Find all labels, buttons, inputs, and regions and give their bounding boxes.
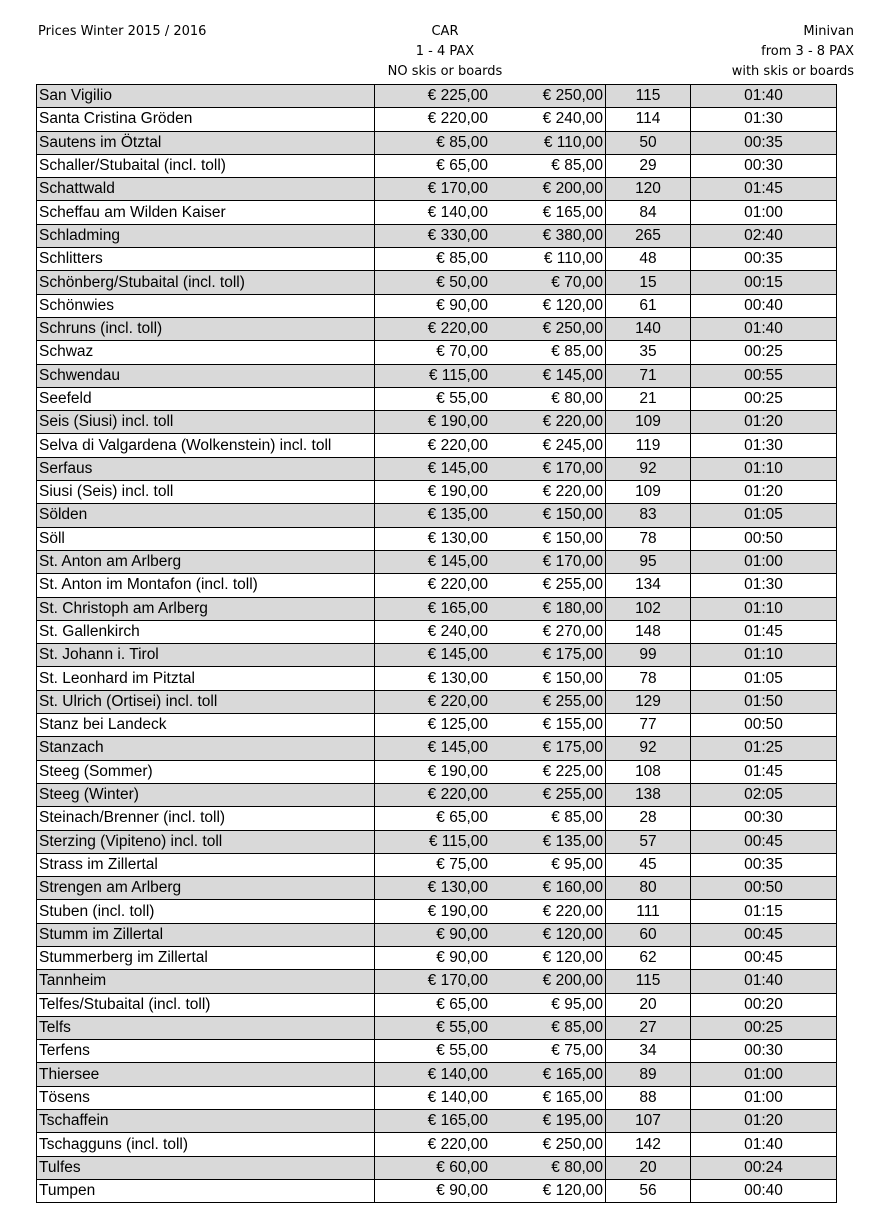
- car-price-cell: € 140,00: [375, 1063, 491, 1086]
- minivan-price-cell: € 170,00: [490, 457, 606, 480]
- destination-cell: Schruns (incl. toll): [37, 317, 375, 340]
- table-row: [37, 504, 837, 527]
- minivan-price-cell: € 220,00: [490, 481, 606, 504]
- duration-cell: 00:50: [691, 877, 837, 900]
- distance-cell: 92: [606, 737, 691, 760]
- car-header-line2: 1 - 4 PAX: [415, 44, 475, 59]
- distance-cell: 142: [606, 1133, 691, 1156]
- destination-cell: Sautens im Ötztal: [37, 131, 375, 154]
- table-row: [37, 387, 837, 410]
- minivan-price-cell: € 220,00: [490, 411, 606, 434]
- table-row: [37, 1156, 837, 1179]
- destination-cell: Serfaus: [37, 457, 375, 480]
- car-price-cell: € 190,00: [375, 481, 491, 504]
- destination-cell: Telfs: [37, 1016, 375, 1039]
- minivan-price-cell: € 120,00: [490, 294, 606, 317]
- car-price-cell: € 240,00: [375, 620, 491, 643]
- distance-cell: 107: [606, 1110, 691, 1133]
- table-row: [37, 1040, 837, 1063]
- destination-cell: St. Gallenkirch: [37, 620, 375, 643]
- table-row: [37, 1086, 837, 1109]
- distance-cell: 140: [606, 317, 691, 340]
- duration-cell: 00:45: [691, 946, 837, 969]
- minivan-price-cell: € 175,00: [490, 737, 606, 760]
- minivan-price-cell: € 200,00: [490, 970, 606, 993]
- destination-cell: Seis (Siusi) incl. toll: [37, 411, 375, 434]
- table-row: [37, 783, 837, 806]
- duration-cell: 01:45: [691, 760, 837, 783]
- minivan-price-cell: € 155,00: [490, 714, 606, 737]
- distance-cell: 115: [606, 970, 691, 993]
- table-row: [37, 690, 837, 713]
- car-price-cell: € 135,00: [375, 504, 491, 527]
- distance-cell: 45: [606, 853, 691, 876]
- table-row: [37, 807, 837, 830]
- car-price-cell: € 170,00: [375, 970, 491, 993]
- car-header-line1: CAR: [431, 24, 459, 39]
- table-row: [37, 620, 837, 643]
- minivan-price-cell: € 225,00: [490, 760, 606, 783]
- distance-cell: 77: [606, 714, 691, 737]
- table-row: [37, 760, 837, 783]
- car-price-cell: € 220,00: [375, 690, 491, 713]
- table-row: [37, 294, 837, 317]
- duration-cell: 00:35: [691, 248, 837, 271]
- minivan-header-line1: Minivan: [803, 24, 854, 39]
- destination-cell: Santa Cristina Gröden: [37, 108, 375, 131]
- distance-cell: 20: [606, 1156, 691, 1179]
- table-row: [37, 644, 837, 667]
- destination-cell: Strengen am Arlberg: [37, 877, 375, 900]
- duration-cell: 00:45: [691, 830, 837, 853]
- table-row: [37, 830, 837, 853]
- minivan-price-cell: € 85,00: [490, 807, 606, 830]
- duration-cell: 01:20: [691, 411, 837, 434]
- car-price-cell: € 60,00: [375, 1156, 491, 1179]
- destination-cell: Schaller/Stubaital (incl. toll): [37, 154, 375, 177]
- distance-cell: 84: [606, 201, 691, 224]
- minivan-price-cell: € 145,00: [490, 364, 606, 387]
- car-price-cell: € 145,00: [375, 457, 491, 480]
- distance-cell: 27: [606, 1016, 691, 1039]
- table-row: [37, 550, 837, 573]
- destination-cell: Schwendau: [37, 364, 375, 387]
- duration-cell: 00:30: [691, 807, 837, 830]
- distance-cell: 56: [606, 1179, 691, 1202]
- destination-cell: Schattwald: [37, 178, 375, 201]
- minivan-price-cell: € 85,00: [490, 341, 606, 364]
- table-row: [37, 900, 837, 923]
- destination-cell: Steeg (Winter): [37, 783, 375, 806]
- destination-cell: Schladming: [37, 224, 375, 247]
- car-price-cell: € 55,00: [375, 1016, 491, 1039]
- car-price-cell: € 85,00: [375, 131, 491, 154]
- table-row: [37, 457, 837, 480]
- table-row: [37, 597, 837, 620]
- destination-cell: Terfens: [37, 1040, 375, 1063]
- minivan-price-cell: € 120,00: [490, 923, 606, 946]
- minivan-price-cell: € 85,00: [490, 154, 606, 177]
- minivan-price-cell: € 85,00: [490, 1016, 606, 1039]
- minivan-price-cell: € 80,00: [490, 1156, 606, 1179]
- duration-cell: 00:30: [691, 154, 837, 177]
- car-price-cell: € 225,00: [375, 85, 491, 108]
- destination-cell: Schönberg/Stubaital (incl. toll): [37, 271, 375, 294]
- destination-cell: St. Anton am Arlberg: [37, 550, 375, 573]
- table-row: [37, 131, 837, 154]
- table-row: [37, 481, 837, 504]
- table-row: [37, 737, 837, 760]
- distance-cell: 78: [606, 667, 691, 690]
- car-price-cell: € 130,00: [375, 667, 491, 690]
- distance-cell: 78: [606, 527, 691, 550]
- minivan-price-cell: € 245,00: [490, 434, 606, 457]
- minivan-price-cell: € 110,00: [490, 131, 606, 154]
- distance-cell: 28: [606, 807, 691, 830]
- destination-cell: Steeg (Sommer): [37, 760, 375, 783]
- table-row: [37, 108, 837, 131]
- table-row: [37, 434, 837, 457]
- destination-cell: St. Johann i. Tirol: [37, 644, 375, 667]
- table-row: [37, 993, 837, 1016]
- minivan-price-cell: € 150,00: [490, 527, 606, 550]
- duration-cell: 01:50: [691, 690, 837, 713]
- duration-cell: 01:10: [691, 457, 837, 480]
- minivan-price-cell: € 170,00: [490, 550, 606, 573]
- minivan-price-cell: € 165,00: [490, 201, 606, 224]
- minivan-price-cell: € 110,00: [490, 248, 606, 271]
- table-row: [37, 411, 837, 434]
- destination-cell: Tösens: [37, 1086, 375, 1109]
- minivan-price-cell: € 150,00: [490, 504, 606, 527]
- destination-cell: Söll: [37, 527, 375, 550]
- table-row: [37, 853, 837, 876]
- distance-cell: 20: [606, 993, 691, 1016]
- duration-cell: 01:40: [691, 1133, 837, 1156]
- table-row: [37, 1110, 837, 1133]
- minivan-price-cell: € 160,00: [490, 877, 606, 900]
- price-table: [36, 84, 837, 1203]
- car-price-cell: € 90,00: [375, 294, 491, 317]
- car-price-cell: € 90,00: [375, 946, 491, 969]
- destination-cell: St. Ulrich (Ortisei) incl. toll: [37, 690, 375, 713]
- table-row: [37, 341, 837, 364]
- distance-cell: 83: [606, 504, 691, 527]
- car-price-cell: € 145,00: [375, 550, 491, 573]
- distance-cell: 114: [606, 108, 691, 131]
- distance-cell: 99: [606, 644, 691, 667]
- minivan-price-cell: € 220,00: [490, 900, 606, 923]
- minivan-price-cell: € 250,00: [490, 85, 606, 108]
- duration-cell: 00:40: [691, 1179, 837, 1202]
- table-row: [37, 271, 837, 294]
- car-price-cell: € 140,00: [375, 1086, 491, 1109]
- minivan-price-cell: € 240,00: [490, 108, 606, 131]
- table-row: [37, 527, 837, 550]
- distance-cell: 138: [606, 783, 691, 806]
- minivan-price-cell: € 200,00: [490, 178, 606, 201]
- table-row: [37, 970, 837, 993]
- car-price-cell: € 130,00: [375, 527, 491, 550]
- distance-cell: 148: [606, 620, 691, 643]
- duration-cell: 00:24: [691, 1156, 837, 1179]
- car-price-cell: € 220,00: [375, 317, 491, 340]
- duration-cell: 01:15: [691, 900, 837, 923]
- duration-cell: 01:25: [691, 737, 837, 760]
- duration-cell: 01:20: [691, 1110, 837, 1133]
- minivan-price-cell: € 180,00: [490, 597, 606, 620]
- duration-cell: 01:05: [691, 504, 837, 527]
- duration-cell: 01:30: [691, 108, 837, 131]
- duration-cell: 00:40: [691, 294, 837, 317]
- car-price-cell: € 65,00: [375, 993, 491, 1016]
- duration-cell: 00:25: [691, 1016, 837, 1039]
- destination-cell: Stumm im Zillertal: [37, 923, 375, 946]
- minivan-price-cell: € 120,00: [490, 946, 606, 969]
- car-price-cell: € 85,00: [375, 248, 491, 271]
- table-row: [37, 1133, 837, 1156]
- car-price-cell: € 220,00: [375, 783, 491, 806]
- car-price-cell: € 220,00: [375, 1133, 491, 1156]
- duration-cell: 01:30: [691, 574, 837, 597]
- car-price-cell: € 190,00: [375, 411, 491, 434]
- table-row: [37, 364, 837, 387]
- distance-cell: 29: [606, 154, 691, 177]
- duration-cell: 00:25: [691, 387, 837, 410]
- destination-cell: Sterzing (Vipiteno) incl. toll: [37, 830, 375, 853]
- minivan-header-line2: from 3 - 8 PAX: [761, 44, 854, 59]
- page-title: Prices Winter 2015 / 2016: [38, 24, 207, 39]
- destination-cell: Stummerberg im Zillertal: [37, 946, 375, 969]
- minivan-price-cell: € 175,00: [490, 644, 606, 667]
- table-row: [37, 1179, 837, 1202]
- minivan-price-cell: € 195,00: [490, 1110, 606, 1133]
- minivan-price-cell: € 135,00: [490, 830, 606, 853]
- car-price-cell: € 70,00: [375, 341, 491, 364]
- duration-cell: 01:00: [691, 1086, 837, 1109]
- destination-cell: Tschagguns (incl. toll): [37, 1133, 375, 1156]
- distance-cell: 88: [606, 1086, 691, 1109]
- distance-cell: 109: [606, 411, 691, 434]
- duration-cell: 01:00: [691, 1063, 837, 1086]
- car-price-cell: € 115,00: [375, 364, 491, 387]
- distance-cell: 61: [606, 294, 691, 317]
- car-price-cell: € 55,00: [375, 1040, 491, 1063]
- minivan-price-cell: € 165,00: [490, 1086, 606, 1109]
- duration-cell: 01:10: [691, 644, 837, 667]
- car-price-cell: € 65,00: [375, 154, 491, 177]
- duration-cell: 01:20: [691, 481, 837, 504]
- table-row: [37, 667, 837, 690]
- minivan-price-cell: € 95,00: [490, 993, 606, 1016]
- car-price-cell: € 220,00: [375, 574, 491, 597]
- car-price-cell: € 50,00: [375, 271, 491, 294]
- minivan-price-cell: € 270,00: [490, 620, 606, 643]
- distance-cell: 119: [606, 434, 691, 457]
- car-price-cell: € 220,00: [375, 108, 491, 131]
- destination-cell: Tschaffein: [37, 1110, 375, 1133]
- distance-cell: 120: [606, 178, 691, 201]
- destination-cell: Schwaz: [37, 341, 375, 364]
- car-price-cell: € 170,00: [375, 178, 491, 201]
- distance-cell: 15: [606, 271, 691, 294]
- duration-cell: 01:10: [691, 597, 837, 620]
- destination-cell: St. Christoph am Arlberg: [37, 597, 375, 620]
- car-column-header: [380, 22, 510, 82]
- minivan-price-cell: € 250,00: [490, 1133, 606, 1156]
- distance-cell: 50: [606, 131, 691, 154]
- distance-cell: 34: [606, 1040, 691, 1063]
- table-row: [37, 714, 837, 737]
- destination-cell: St. Leonhard im Pitztal: [37, 667, 375, 690]
- destination-cell: Stuben (incl. toll): [37, 900, 375, 923]
- distance-cell: 80: [606, 877, 691, 900]
- destination-cell: Thiersee: [37, 1063, 375, 1086]
- car-price-cell: € 190,00: [375, 760, 491, 783]
- distance-cell: 89: [606, 1063, 691, 1086]
- destination-cell: Tumpen: [37, 1179, 375, 1202]
- destination-cell: San Vigilio: [37, 85, 375, 108]
- destination-cell: Telfes/Stubaital (incl. toll): [37, 993, 375, 1016]
- car-price-cell: € 90,00: [375, 923, 491, 946]
- car-price-cell: € 145,00: [375, 737, 491, 760]
- car-price-cell: € 330,00: [375, 224, 491, 247]
- car-price-cell: € 90,00: [375, 1179, 491, 1202]
- minivan-price-cell: € 380,00: [490, 224, 606, 247]
- minivan-price-cell: € 70,00: [490, 271, 606, 294]
- car-price-cell: € 130,00: [375, 877, 491, 900]
- duration-cell: 00:45: [691, 923, 837, 946]
- destination-cell: Sölden: [37, 504, 375, 527]
- duration-cell: 01:05: [691, 667, 837, 690]
- car-header-line3: NO skis or boards: [387, 64, 503, 79]
- distance-cell: 265: [606, 224, 691, 247]
- duration-cell: 00:15: [691, 271, 837, 294]
- destination-cell: Seefeld: [37, 387, 375, 410]
- duration-cell: 00:50: [691, 527, 837, 550]
- distance-cell: 60: [606, 923, 691, 946]
- duration-cell: 01:00: [691, 550, 837, 573]
- minivan-price-cell: € 120,00: [490, 1179, 606, 1202]
- table-row: [37, 946, 837, 969]
- duration-cell: 01:45: [691, 620, 837, 643]
- distance-cell: 21: [606, 387, 691, 410]
- price-table-body: [37, 85, 837, 1203]
- minivan-price-cell: € 255,00: [490, 574, 606, 597]
- car-price-cell: € 125,00: [375, 714, 491, 737]
- table-row: [37, 201, 837, 224]
- minivan-price-cell: € 255,00: [490, 783, 606, 806]
- distance-cell: 109: [606, 481, 691, 504]
- table-row: [37, 1063, 837, 1086]
- duration-cell: 00:55: [691, 364, 837, 387]
- duration-cell: 01:45: [691, 178, 837, 201]
- table-row: [37, 923, 837, 946]
- car-price-cell: € 165,00: [375, 597, 491, 620]
- duration-cell: 00:30: [691, 1040, 837, 1063]
- distance-cell: 71: [606, 364, 691, 387]
- duration-cell: 00:35: [691, 853, 837, 876]
- duration-cell: 00:50: [691, 714, 837, 737]
- minivan-price-cell: € 75,00: [490, 1040, 606, 1063]
- destination-cell: Selva di Valgardena (Wolkenstein) incl. toll: [37, 434, 375, 457]
- car-price-cell: € 145,00: [375, 644, 491, 667]
- destination-cell: Steinach/Brenner (incl. toll): [37, 807, 375, 830]
- table-row: [37, 877, 837, 900]
- distance-cell: 111: [606, 900, 691, 923]
- destination-cell: Tannheim: [37, 970, 375, 993]
- duration-cell: 01:40: [691, 85, 837, 108]
- distance-cell: 102: [606, 597, 691, 620]
- table-row: [37, 1016, 837, 1039]
- car-price-cell: € 220,00: [375, 434, 491, 457]
- duration-cell: 00:25: [691, 341, 837, 364]
- minivan-price-cell: € 165,00: [490, 1063, 606, 1086]
- car-price-cell: € 55,00: [375, 387, 491, 410]
- destination-cell: Stanzach: [37, 737, 375, 760]
- duration-cell: 01:30: [691, 434, 837, 457]
- minivan-column-header: [732, 22, 854, 82]
- table-row: [37, 574, 837, 597]
- table-row: [37, 154, 837, 177]
- table-row: [37, 317, 837, 340]
- destination-cell: Stanz bei Landeck: [37, 714, 375, 737]
- distance-cell: 57: [606, 830, 691, 853]
- car-price-cell: € 75,00: [375, 853, 491, 876]
- minivan-price-cell: € 255,00: [490, 690, 606, 713]
- duration-cell: 02:40: [691, 224, 837, 247]
- destination-cell: Tulfes: [37, 1156, 375, 1179]
- minivan-price-cell: € 250,00: [490, 317, 606, 340]
- car-price-cell: € 115,00: [375, 830, 491, 853]
- duration-cell: 00:35: [691, 131, 837, 154]
- table-row: [37, 248, 837, 271]
- table-row: [37, 224, 837, 247]
- destination-cell: St. Anton im Montafon (incl. toll): [37, 574, 375, 597]
- destination-cell: Strass im Zillertal: [37, 853, 375, 876]
- car-price-cell: € 65,00: [375, 807, 491, 830]
- destination-cell: Schönwies: [37, 294, 375, 317]
- duration-cell: 01:40: [691, 317, 837, 340]
- duration-cell: 02:05: [691, 783, 837, 806]
- duration-cell: 01:00: [691, 201, 837, 224]
- distance-cell: 62: [606, 946, 691, 969]
- distance-cell: 108: [606, 760, 691, 783]
- distance-cell: 115: [606, 85, 691, 108]
- minivan-price-cell: € 80,00: [490, 387, 606, 410]
- distance-cell: 35: [606, 341, 691, 364]
- distance-cell: 95: [606, 550, 691, 573]
- minivan-price-cell: € 150,00: [490, 667, 606, 690]
- destination-cell: Scheffau am Wilden Kaiser: [37, 201, 375, 224]
- distance-cell: 92: [606, 457, 691, 480]
- minivan-header-line3: with skis or boards: [731, 64, 854, 79]
- duration-cell: 01:40: [691, 970, 837, 993]
- minivan-price-cell: € 95,00: [490, 853, 606, 876]
- table-row: [37, 178, 837, 201]
- car-price-cell: € 165,00: [375, 1110, 491, 1133]
- distance-cell: 48: [606, 248, 691, 271]
- table-row: [37, 85, 837, 108]
- destination-cell: Siusi (Seis) incl. toll: [37, 481, 375, 504]
- car-price-cell: € 190,00: [375, 900, 491, 923]
- distance-cell: 134: [606, 574, 691, 597]
- car-price-cell: € 140,00: [375, 201, 491, 224]
- distance-cell: 129: [606, 690, 691, 713]
- duration-cell: 00:20: [691, 993, 837, 1016]
- destination-cell: Schlitters: [37, 248, 375, 271]
